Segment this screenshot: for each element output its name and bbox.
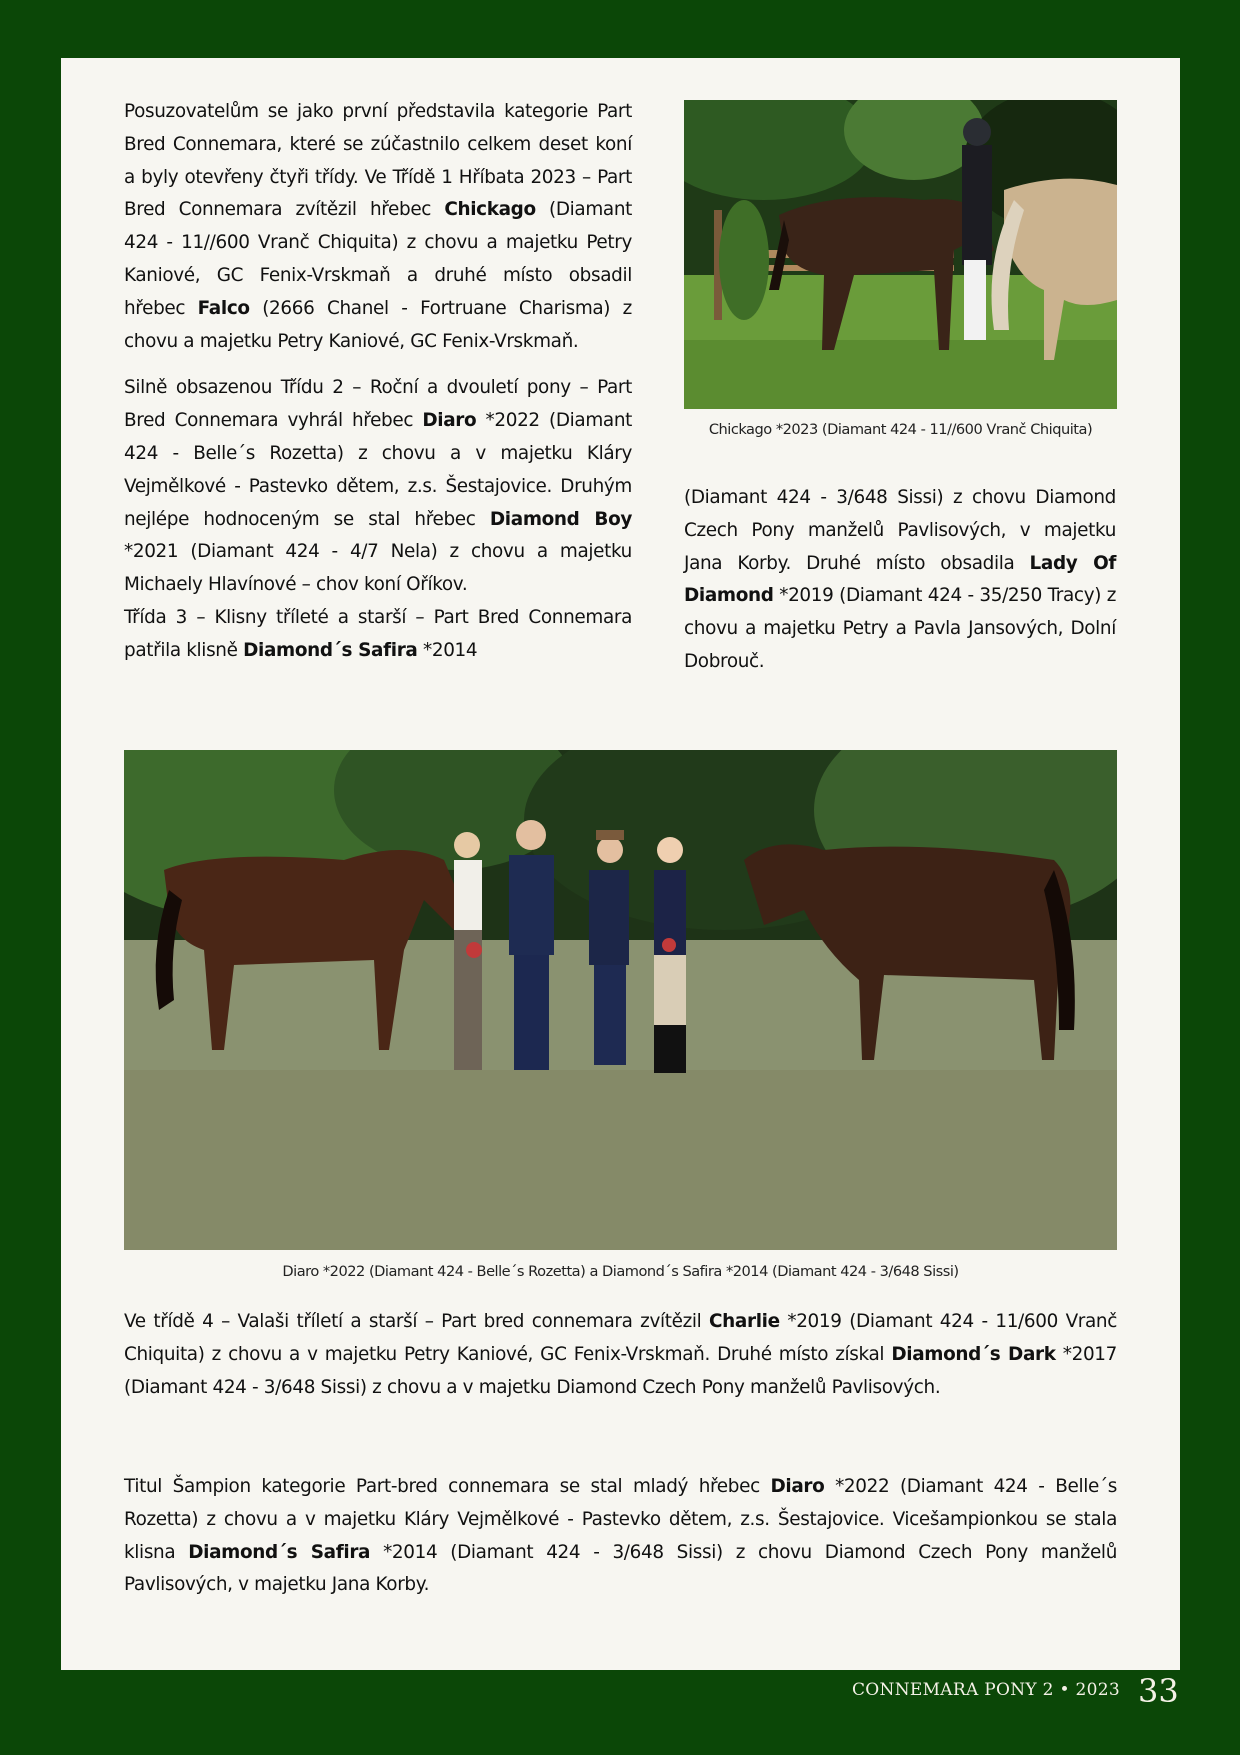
bold-name: Diaro [770, 1476, 825, 1497]
photo-caption-champions: Diaro *2022 (Diamant 424 - Belle´s Rozetta) a Diamond´s Safira *2014 (Diamant 424 - 3/648 Sissi) [282, 1263, 959, 1280]
bold-name: Diamond Boy [489, 508, 632, 530]
paragraph-class-4 [124, 1306, 1117, 1404]
right-column [684, 482, 1116, 679]
photo-champions [124, 750, 1117, 1250]
photo-caption-chickago: Chickago *2023 (Diamant 424 - 11//600 Vranč Chiquita) [708, 421, 1093, 438]
photo-champions-image [124, 750, 1117, 1250]
photo-chickago [684, 100, 1117, 409]
paragraph-class-1 [124, 96, 632, 358]
bold-name: Diaro [422, 410, 477, 432]
bold-name: Diamond´s Dark [891, 1343, 1056, 1365]
text-run: *2019 (Diamant 424 - 11/600 Vranč Chiquita) z chovu a v majetku Petry Kaniové, GC Fenix-Vrskmaň. Druhé místo získal [124, 1311, 1117, 1365]
text-run: (Diamant 424 - 3/648 Sissi) z chovu Diamond Czech Pony manželů Pavlisových, v majetku Jana Korby. Druhé místo obsadila [684, 487, 1116, 574]
paragraph-class-4-block [124, 1306, 1117, 1404]
paragraph-class-3 [124, 602, 632, 668]
text-run: *2021 (Diamant 424 - 4/7 Nela) z chovu a majetku Michaely Hlavínové – chov koní Oříkov. [124, 541, 632, 596]
publication-title: CONNEMARA PONY 2 • 2023 [852, 1680, 1120, 1700]
text-run: Titul Šampion kategorie Part-bred connemara se stal mladý hřebec [124, 1476, 771, 1497]
text-run: Třída 3 – Klisny tříleté a starší – Part Bred Connemara patřila klisně [124, 606, 632, 661]
text-run: *2022 (Diamant 424 - Belle´s Rozetta) z chovu a v majetku Kláry Vejmělkové - Pastevko dětem, z.s. Šestajovice. Vicešampionkou se stala klisna [124, 1476, 1118, 1563]
paragraph-class-2 [124, 372, 632, 602]
text-run: Ve třídě 4 – Valaši tříletí a starší – Part bred connemara zvítězil [124, 1311, 710, 1332]
paragraph-gap [124, 358, 632, 372]
photo-foal-image [684, 100, 1117, 409]
paragraph-champion-block [124, 1471, 1117, 1602]
paragraph-champion [124, 1471, 1117, 1602]
text-run: Silně obsazenou Třídu 2 – Roční a dvouletí pony – Part Bred Connemara vyhrál hřebec [124, 377, 632, 432]
text-run: (2666 Chanel - Fortruane Charisma) z chovu a majetku Petry Kaniové, GC Fenix-Vrskmaň. [124, 297, 632, 352]
text-run: *2014 (Diamant 424 - 3/648 Sissi) z chovu Diamond Czech Pony manželů Pavlisových, v majetku Jana Korby. [124, 1541, 1117, 1596]
text-run: Posuzovatelům se jako první představila kategorie Part Bred Connemara, které se zúčastnilo celkem deset koní a byly otevřeny čtyři třídy. Ve Třídě 1 Hříbata 2023 – Part Bred Connemara zvítězil hřebec [124, 101, 632, 221]
text-run: *2014 [417, 639, 478, 661]
bold-name: Diamond´s Safira [188, 1541, 371, 1563]
page-number: 33 [1138, 1672, 1179, 1710]
bold-name: Falco [197, 297, 250, 319]
left-column [124, 96, 632, 668]
text-run: *2022 (Diamant 424 - Belle´s Rozetta) z chovu a v majetku Kláry Vejmělkové - Pastevko dětem, z.s. Šestajovice. Druhým nejlépe hodnoceným se stal hřebec [124, 410, 632, 530]
text-run: (Diamant 424 - 11//600 Vranč Chiquita) z chovu a majetku Petry Kaniové, GC Fenix-Vrskmaň a druhé místo obsadil hřebec [124, 199, 632, 319]
bold-name: Lady Of Diamond [684, 552, 1117, 607]
bold-name: Chickago [444, 199, 536, 221]
text-run: *2019 (Diamant 424 - 35/250 Tracy) z chovu a majetku Petry a Pavla Jansových, Dolní Dobrouč. [684, 585, 1116, 672]
bold-name: Charlie [709, 1311, 780, 1332]
bold-name: Diamond´s Safira [243, 639, 418, 661]
paragraph-class-3-continued [684, 482, 1116, 679]
text-run: *2017 (Diamant 424 - 3/648 Sissi) z chovu a v majetku Diamond Czech Pony manželů Pavlisových. [124, 1343, 1118, 1398]
